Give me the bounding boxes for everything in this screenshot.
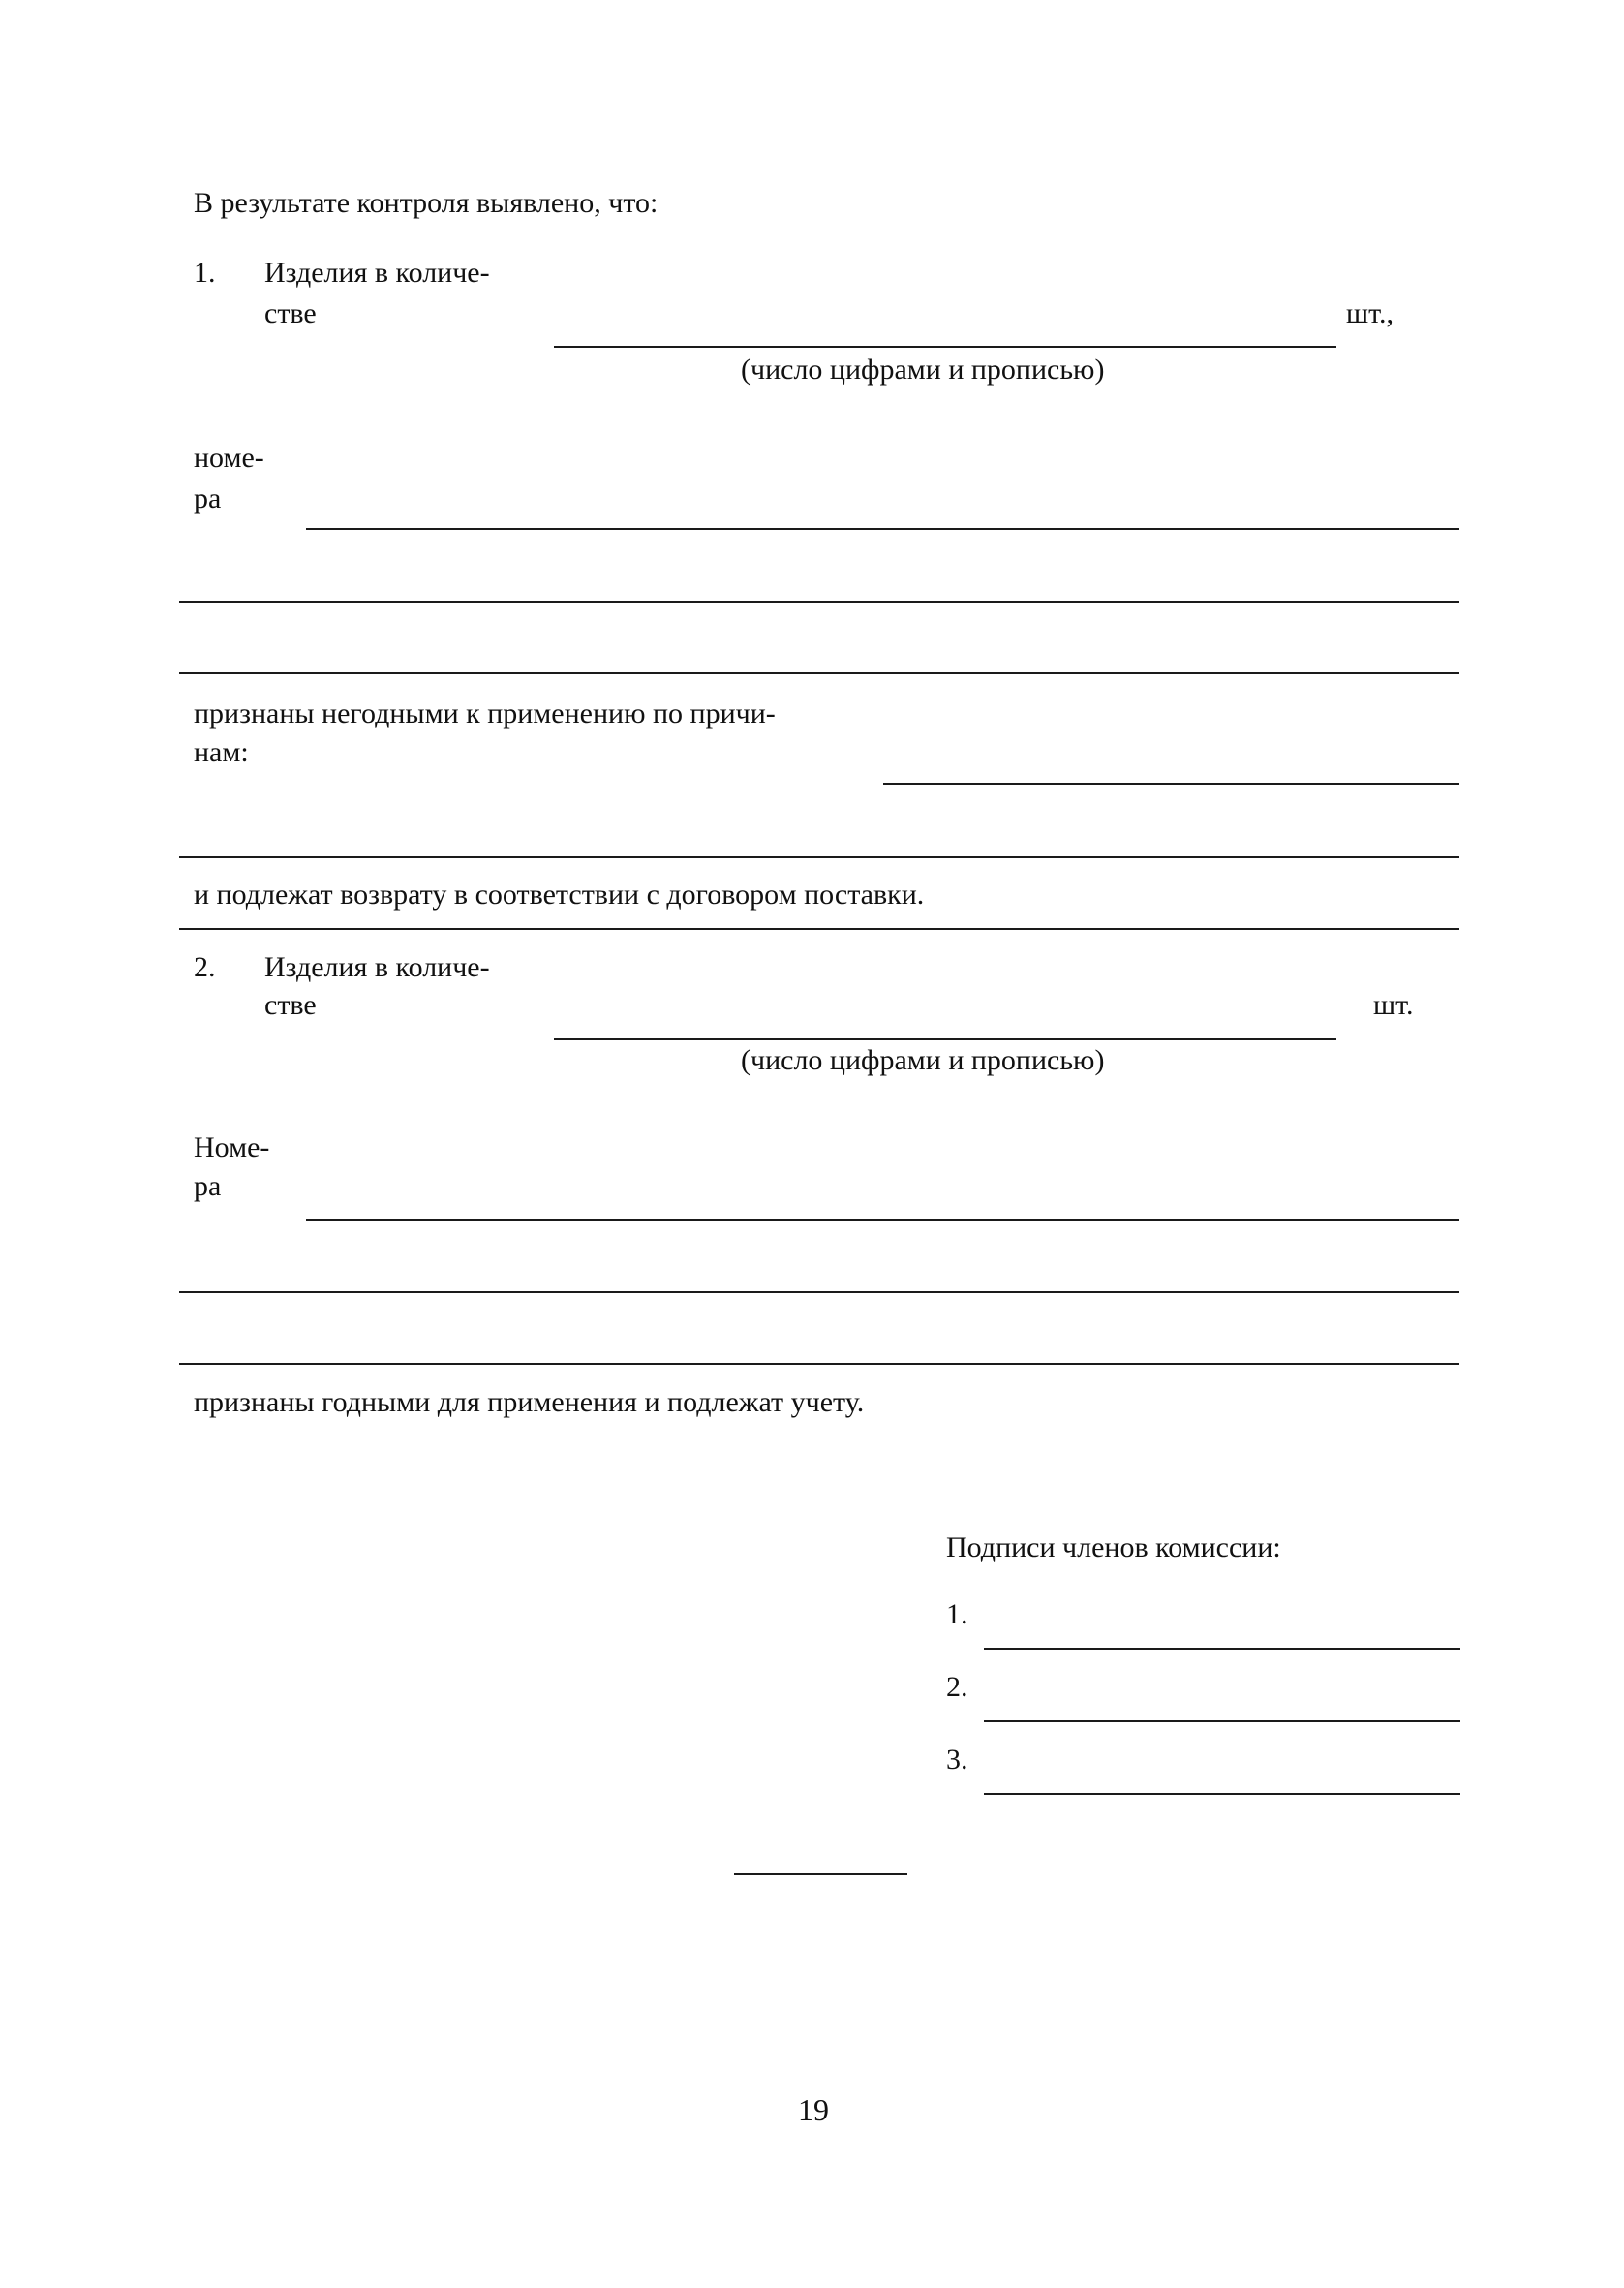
signature-number-1: 1.: [946, 1598, 968, 1630]
item2-numbers-label-line1: Номе-: [194, 1131, 270, 1163]
item2-number: 2.: [194, 951, 216, 983]
item1-number: 1.: [194, 257, 216, 289]
item2-numbers-label-line2: ра: [194, 1170, 222, 1202]
item1-numbers-label-line2: ра: [194, 482, 222, 514]
item1-quantity-line: [554, 346, 1336, 348]
intro-text: В результате контроля выявлено, что:: [194, 187, 659, 219]
signature-line-1: [984, 1648, 1460, 1650]
item1-label-line2: стве: [264, 297, 317, 329]
signature-line-3: [984, 1793, 1460, 1795]
item2-quantity-caption: (число цифрами и прописью): [741, 1044, 1105, 1076]
item1-rejected-line2: нам:: [194, 736, 249, 768]
signature-number-3: 3.: [946, 1744, 968, 1776]
item2-label-line2: стве: [264, 989, 317, 1021]
item2-label-line1: Изделия в количе-: [264, 951, 490, 983]
item2-accepted-text: признаны годными для применения и подлежат учету.: [194, 1386, 865, 1418]
item1-numbers-line: [306, 528, 1459, 530]
item1-label-line1: Изделия в количе-: [264, 257, 490, 289]
item1-numbers-line-3: [179, 672, 1459, 674]
item1-separator-line: [179, 928, 1459, 930]
signature-line-2: [984, 1720, 1460, 1722]
item1-reason-line-2: [179, 856, 1459, 858]
item1-unit: шт.,: [1346, 297, 1394, 329]
item1-rejected-line1: признаны негодными к применению по причи-: [194, 697, 776, 729]
item2-numbers-line-2: [179, 1291, 1459, 1293]
item2-quantity-line: [554, 1038, 1336, 1040]
item2-numbers-line-3: [179, 1363, 1459, 1365]
item1-reason-line: [883, 783, 1459, 785]
page-number: 19: [798, 2092, 829, 2127]
item1-numbers-line-2: [179, 601, 1459, 603]
end-rule: [734, 1873, 907, 1875]
item2-numbers-line: [306, 1219, 1459, 1221]
item1-quantity-caption: (число цифрами и прописью): [741, 354, 1105, 386]
item2-unit: шт.: [1373, 989, 1414, 1021]
item1-numbers-label-line1: номе-: [194, 442, 264, 474]
signature-number-2: 2.: [946, 1671, 968, 1703]
item1-return-text: и подлежат возврату в соответствии с договором поставки.: [194, 879, 925, 911]
signatures-title: Подписи членов комиссии:: [946, 1531, 1281, 1563]
